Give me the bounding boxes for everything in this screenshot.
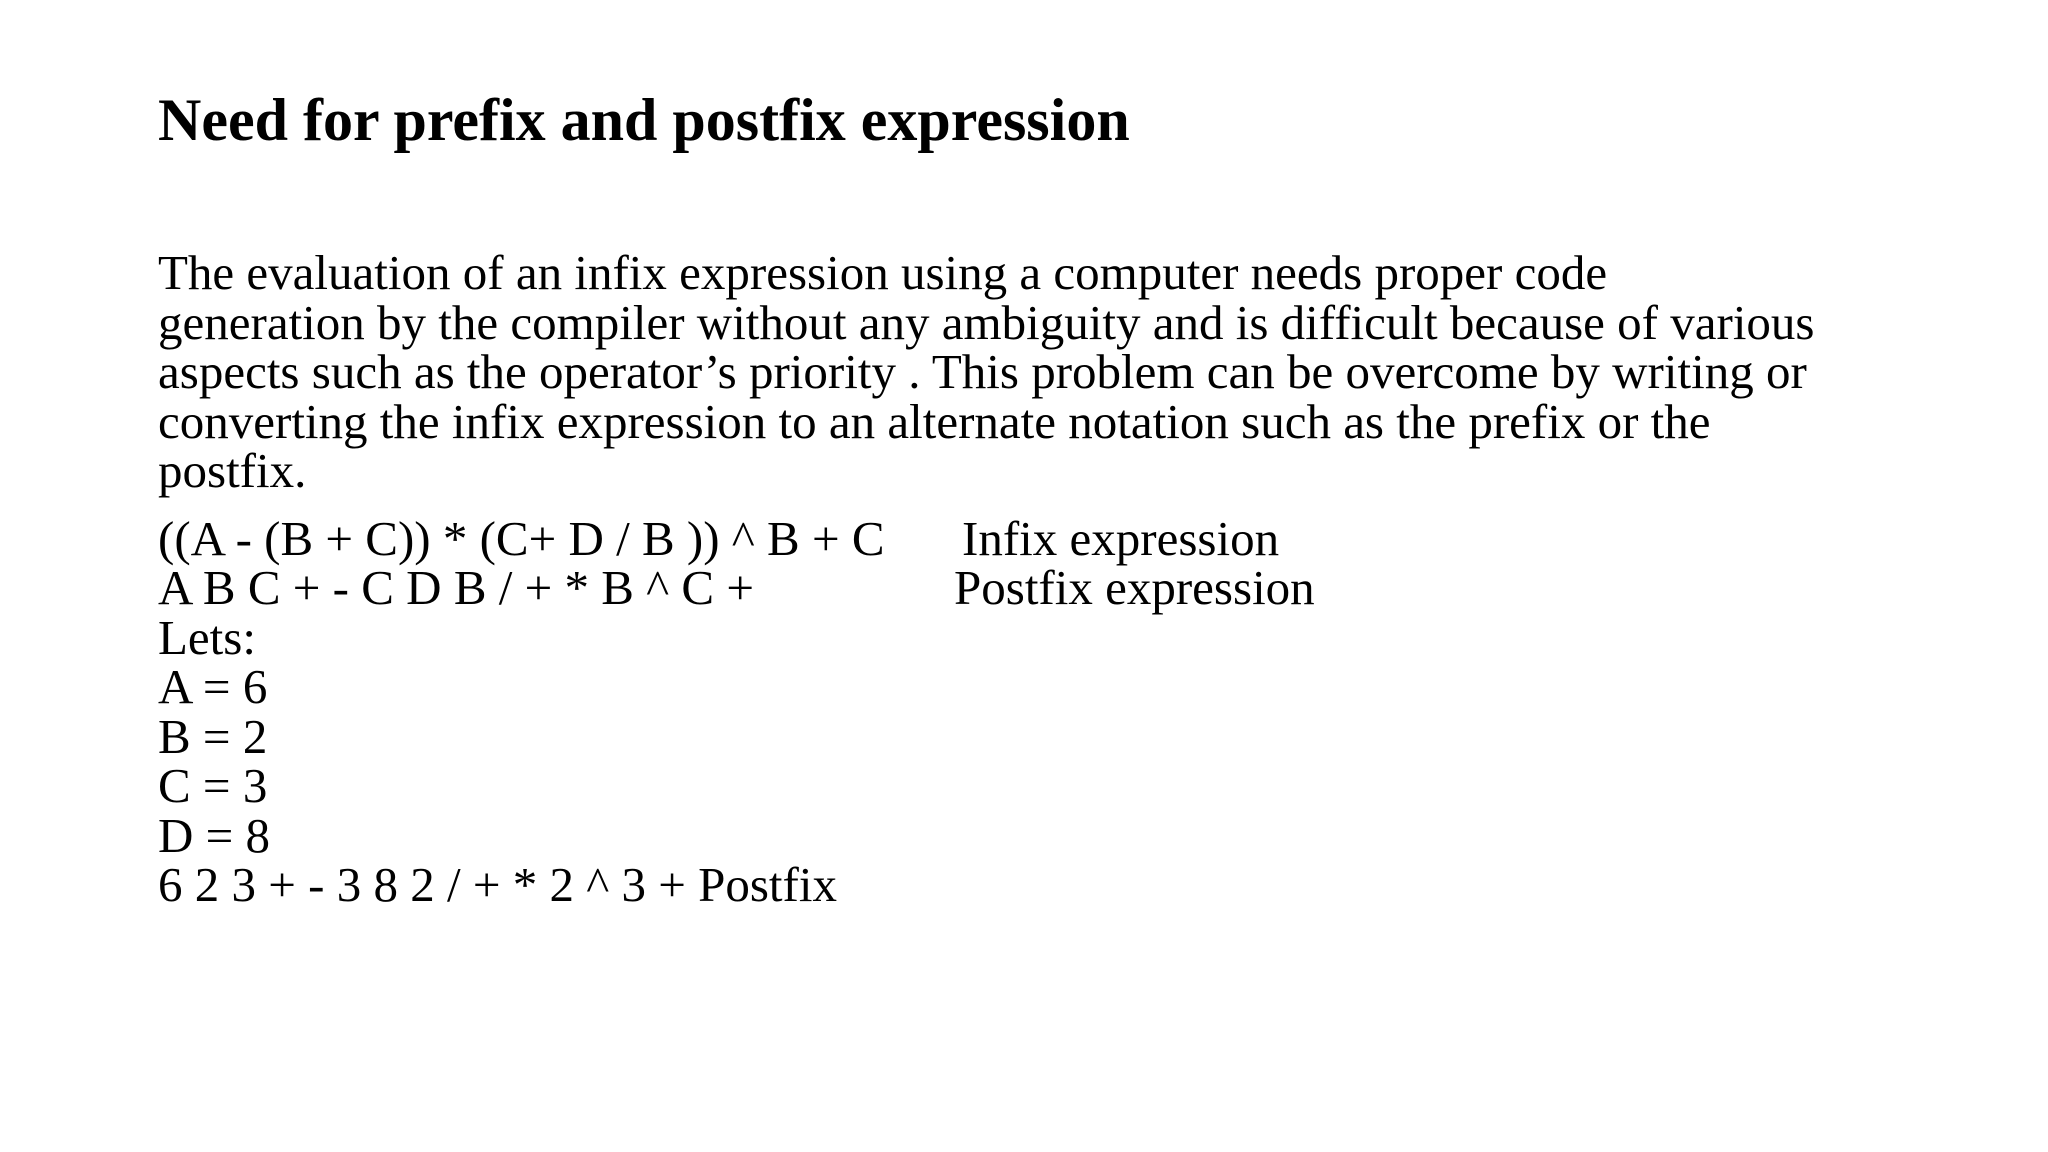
slide-body — [158, 245, 1918, 912]
assignment-b: B = 2 — [158, 708, 268, 764]
paragraph-line: The evaluation of an infix expression using a computer needs proper code — [158, 245, 1608, 300]
assignment-c: C = 3 — [158, 758, 268, 813]
paragraph-line: generation by the compiler without any ambiguity and is difficult because of various — [158, 294, 1815, 350]
slide-title: Need for prefix and postfix expression — [158, 87, 1130, 153]
postfix-label: Postfix expression — [954, 560, 1315, 615]
lets-label: Lets: — [158, 609, 256, 665]
assignment-d: D = 8 — [158, 807, 271, 863]
paragraph-line: postfix. — [158, 443, 307, 498]
paragraph-line: aspects such as the operator’s priority . This problem can be overcome by writing or — [158, 344, 1807, 399]
paragraph-line: converting the infix expression to an alternate notation such as the prefix or the — [158, 393, 1711, 449]
infix-row — [158, 510, 1918, 566]
infix-label: Infix expression — [962, 510, 1280, 566]
postfix-expression: A B C + - C D B / + * B ^ C + — [158, 560, 754, 615]
intro-paragraph — [158, 245, 1918, 498]
postfix-row — [158, 560, 1918, 615]
infix-expression: ((A - (B + C)) * (C+ D / B )) ^ B + C — [158, 510, 885, 566]
evaluated-postfix: 6 2 3 + - 3 8 2 / + * 2 ^ 3 + Postfix — [158, 857, 837, 912]
assignment-a: A = 6 — [158, 659, 268, 714]
